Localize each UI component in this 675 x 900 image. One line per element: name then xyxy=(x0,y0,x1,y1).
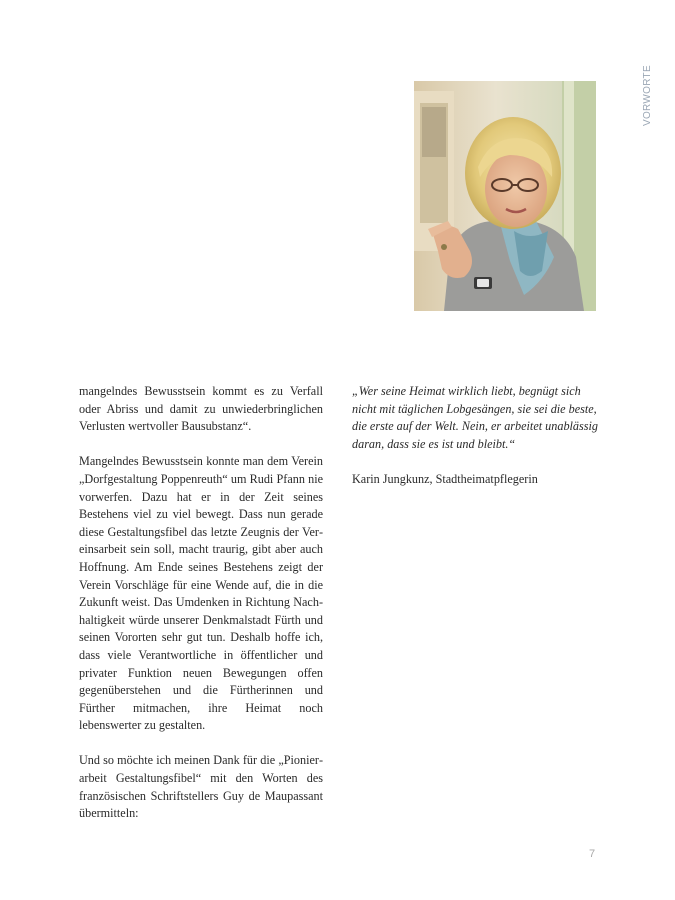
section-label: VORWORTE xyxy=(642,65,653,126)
signature: Karin Jungkunz, Stadtheimatpflegerin xyxy=(352,471,538,486)
paragraph-3: Und so möchte ich meinen Dank für die „Pionierarbeit Gestaltungsfibel“ mit den Worten des französischen Schriftstellers Guy de Maupassant übermitteln: xyxy=(79,753,323,821)
paragraph-2: Mangelndes Bewusstsein konnte man dem Verein „Dorfgestaltung Poppenreuth“ um Rudi Pfann nie vorwerfen. Dazu hat er in der Zeit seines Bestehens viel zu viel bewegt. Dass nun gerade diese Gestaltungsfibel das letzte Zeugnis der Vereinsarbeit sein soll, macht traurig, gibt aber auch Hoffnung. Am Ende seines Bestehens zeigt der Verein Vorschläge für eine Wende auf, die in die Zukunft weist. Das Umdenken in Richtung Nachhaltigkeit würde unserer Denkmalstadt Fürth und seinen Vororten sehr gut tun. Deshalb hoffe ich, dass viele Verantwortliche in öffentlicher und privater Funktion neuen Bewegungen offen gegenüberstehen und die Fürtherinnen und Fürther mitmachen, ihre Heimat noch lebenswerter zu gestalten. xyxy=(79,454,323,733)
paragraph-1: mangelndes Bewusstsein kommt es zu Verfall oder Abriss und damit zu unwiederbringlichen Verlusten wertvoller Bausubstanz“. xyxy=(79,384,323,434)
right-text-column xyxy=(352,383,600,489)
portrait-photo xyxy=(414,81,596,311)
page-number: 7 xyxy=(589,848,596,860)
left-text-column xyxy=(79,383,323,840)
maupassant-quote: „Wer seine Heimat wirklich liebt, begnügt sich nicht mit täglichen Lobgesängen, sie sei die beste, die erste auf der Welt. Nein, er arbeitet unablässig daran, dass sie es ist und bleibt.“ xyxy=(352,384,598,451)
